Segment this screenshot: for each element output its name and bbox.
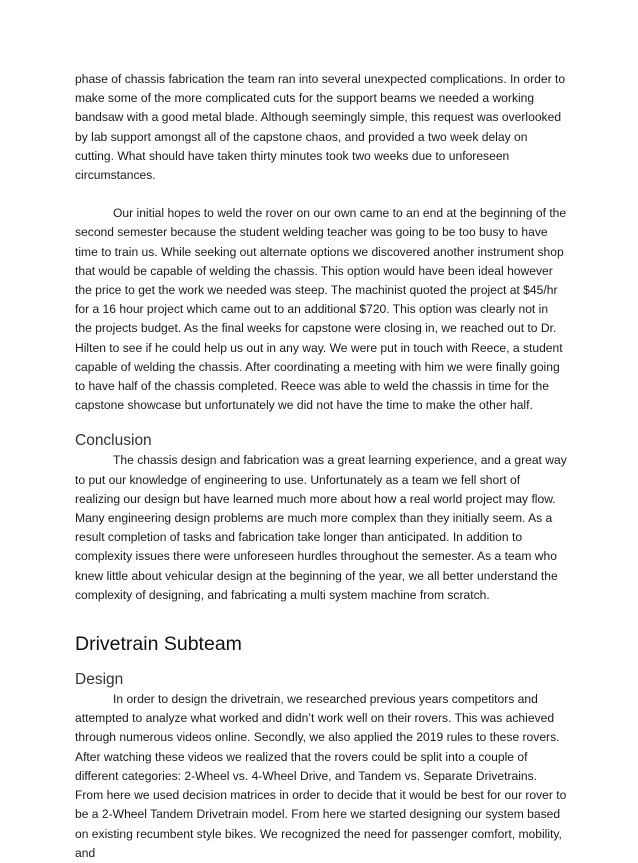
paragraph-conclusion: The chassis design and fabrication was a great learning experience, and a great way to put our knowledge of engineering to use. Unfortunately as a team we fell short of realizing our design but have learned much more about how a real world project may flow. Many engineering design problems are much more complex than they initially seem. As a result completion of tasks and fabrication take longer than anticipated. In addition to complexity issues there were unforeseen hurdles throughout the semester. As a team who knew little about vehicular design at the beginning of the year, we all better understand the complexity of designing, and fabricating a multi system machine from scratch. xyxy=(75,453,567,602)
section-heading-drivetrain-subteam: Drivetrain Subteam xyxy=(75,633,242,656)
subsection-heading-design: Design xyxy=(75,671,124,689)
paragraph-chassis-fabrication: phase of chassis fabrication the team ran into several unexpected complications. In order to make some of the more complicated cuts for the support beams we needed a working bandsaw with a good metal blade. Although seemingly simple, this request was overlooked by lab support amongst all of the capstone chaos, and provided a two week delay on cutting. What should have taken thirty minutes took two weeks due to unforeseen circumstances. xyxy=(75,72,566,183)
section-heading-conclusion: Conclusion xyxy=(75,432,152,450)
paragraph-drivetrain-design: In order to design the drivetrain, we researched previous years competitors and attempted to analyze what worked and didn’t work well on their rovers. This was achieved through numerous videos online. Secondly, we also applied the 2019 rules to these rovers. After watching these videos we realized that the rovers could be split into a couple of different categories: 2-Wheel vs. 4-Wheel Drive, and Tandem vs. Separate Drivetrains. From here we used decision matrices in order to decide that it would be best for our rover to be a 2-Wheel Tandem Drivetrain model. From here we started designing our system based on existing recumbent style bikes. We recognized the need for passenger comfort, mobility, and xyxy=(75,692,567,860)
document-page xyxy=(75,70,567,863)
paragraph-welding-plans: Our initial hopes to weld the rover on our own came to an end at the beginning of the second semester because the student welding teacher was going to be too busy to have time to train us. While seeking out alternate options we discovered another instrument shop that would be capable of welding the chassis. This option would have been ideal however the price to get the work we needed was steep. The machinist quoted the project at $45/hr for a 16 hour project which came out to an additional $720. This option was clearly not in the projects budget. As the final weeks for capstone were closing in, we reached out to Dr. Hilten to see if he could help us out in any way. We were put in touch with Reece, a student capable of welding the chassis. After coordinating a meeting with him we were finally going to have half of the chassis completed. Reece was able to weld the chassis in time for the capstone showcase but unfortunately we did not have the time to make the other half. xyxy=(75,206,567,413)
